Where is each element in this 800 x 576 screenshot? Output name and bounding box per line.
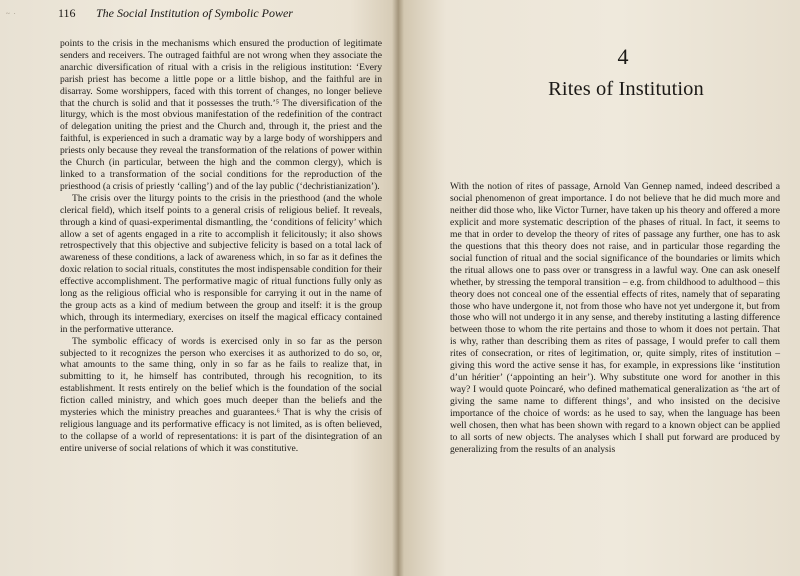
running-title: The Social Institution of Symbolic Power bbox=[96, 6, 293, 20]
running-head bbox=[58, 6, 388, 26]
chapter-number: 4 bbox=[617, 44, 629, 69]
right-body-text bbox=[450, 181, 780, 456]
page-number: 116 bbox=[58, 6, 76, 20]
paragraph: The crisis over the liturgy points to the crisis in the priesthood (and the whole clerical field), which itself points to a general crisis of religious belief. It reveals, through a kind of quasi-experimental dismantling, the ‘conditions of felicity’ which allow a set of agents engaged in a rite to accomplish it felicitously; it also shows retrospectively that this objective and subjective felicity is based on a total lack of awareness of these conditions, a lack of awareness which, in so far as it defines the doxic relation to social rituals, constitutes the most indispensable condition for their effective accomplishment. The performative magic of ritual functions fully only as long as the religious official who is responsible for carrying it out in the name of the group acts as a kind of medium between the group and itself: it is the group which, through its intermediary, exercises on itself the magical efficacy contained in the performative utterance. bbox=[60, 192, 382, 335]
pencil-mark: ~ · bbox=[6, 10, 17, 18]
right-page bbox=[398, 0, 800, 576]
paragraph: The symbolic efficacy of words is exercised only in so far as the person subjected to it recognizes the person who exercises it as authorized to do so, or, what amounts to the same thing, only in so far as he fails to realize that, in submitting to it, he himself has contributed, through his recognition, to its establishment. It rests entirely on the belief which is the foundation of the social fiction called ministry, and which goes much deeper than the beliefs and the mysteries which the ministry preaches and guarantees.⁶ That is why the crisis of religious language and its performative efficacy is not limited, as is often believed, to the collapse of a world of representations: it is part of the disintegration of an entire universe of social relations of which it was constitutive. bbox=[60, 335, 382, 454]
book-gutter bbox=[392, 0, 404, 576]
paragraph: points to the crisis in the mechanisms which ensured the production of legitimate senders and receivers. The outraged faithful are not wrong when they associate the anarchic diversification of ritual with a crisis in the religious institution: ‘Every parish priest has become a little pope or a little bishop, and the faithful are in disarray. Some worshippers, faced with this torrent of changes, no longer believe that the church is solid and that it possesses the truth.’⁵ The diversification of the liturgy, which is the most obvious manifestation of the redefinition of the contract of delegation uniting the priest and the Church and, through it, the priest and the faithful, is experienced in such a dramatic way by a large body of worshippers and priests only because they reveal the transformation of the relations of power within the Church (in particular, between the high and the common clergy), which is linked to a transformation of the social conditions for the reproduction of the priesthood (a crisis of priestly ‘calling’) and of the lay public (‘dechristianization’). bbox=[60, 38, 382, 192]
paragraph: With the notion of rites of passage, Arnold Van Gennep named, indeed described a social phenomenon of great importance. I do not believe that he did much more and neither did those who, like Victor Turner, have taken up his theory and offered a more explicit and more systematic description of the phases of ritual. In fact, it seems to me that in order to develop the theory of rites of passage any further, one has to ask the questions that this theory does not raise, and in particular those regarding the social function of ritual and the social significance of the boundaries or limits which the ritual allows one to pass over or transgress in a lawful way. One can ask oneself whether, by stressing the temporal transition – e.g. from childhood to adulthood – this theory does not conceal one of the essential effects of rites, namely that of separating those who have undergone it, not from those who have not yet undergone it, but from those who will not undergo it in any sense, and thereby instituting a lasting difference between those to whom the rite pertains and those to whom it does not pertain. That is why, rather than describing them as rites of passage, I would prefer to call them rites of consecration, or rites of legitimation, or, quite simply, rites of institution – giving this word the active sense it has, for example, in expressions like ‘institution d’un héritier’ (‘appointing an heir’). Why substitute one word for another in this way? I would quote Poincaré, who defined mathematical generalization as ‘the art of giving the same name to different things’, and who insisted on the decisive importance of the choice of words: as he used to say, when the language has been well chosen, then what has been shown with regard to a known object can be applied to all sorts of new objects. The analyses which I shall put forward are produced by generalizing from the results of an analysis bbox=[450, 181, 780, 455]
left-page bbox=[0, 0, 398, 576]
chapter-title: Rites of Institution bbox=[548, 78, 704, 100]
left-body-text bbox=[60, 38, 382, 455]
